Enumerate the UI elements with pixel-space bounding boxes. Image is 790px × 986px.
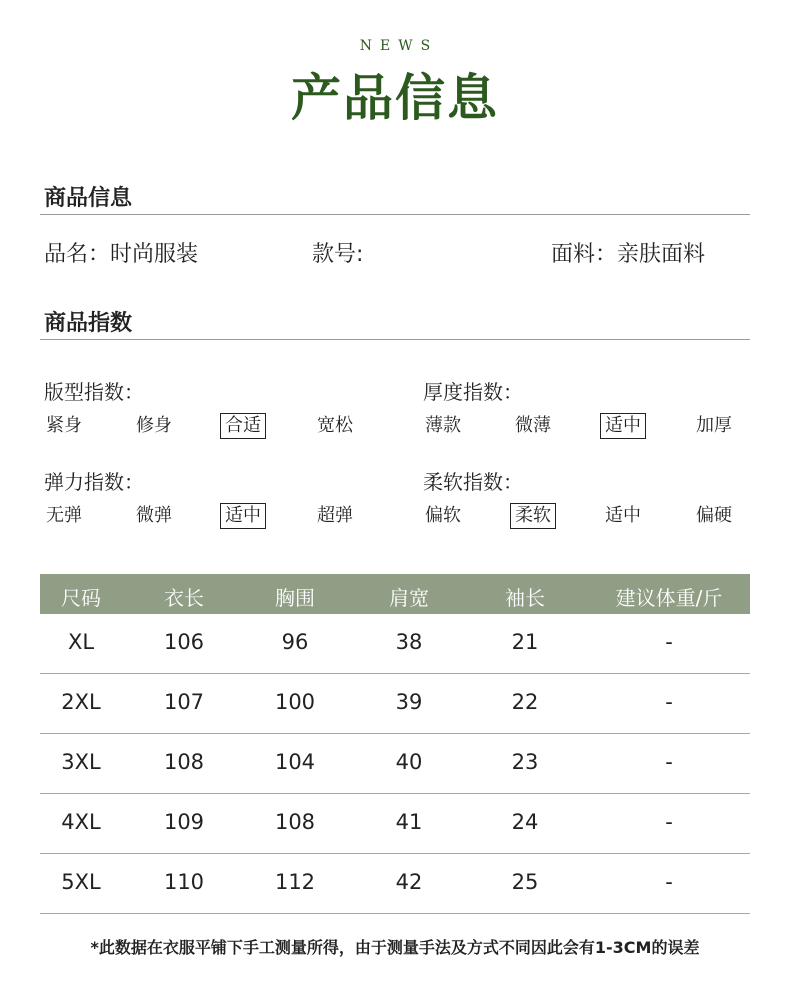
- column-header-size: 尺码: [61, 586, 101, 610]
- cell-size: 2XL: [61, 690, 101, 714]
- cell-sleeve: 21: [511, 630, 539, 654]
- cell-sleeve: 24: [511, 810, 539, 834]
- thickness-option: 薄款: [425, 415, 461, 436]
- measurement-footnote: *此数据在衣服平铺下手工测量所得，由于测量手法及方式不同因此会有1-3CM的误差: [90, 938, 700, 957]
- column-header-chest: 胸围: [275, 586, 315, 610]
- fit-option-selected: 合适: [220, 413, 266, 439]
- softness-option-selected: 柔软: [510, 503, 556, 529]
- softness-option: 适中: [605, 505, 641, 526]
- column-header-shoulder: 肩宽: [389, 586, 429, 610]
- cell-weight: -: [665, 630, 673, 654]
- elasticity-option-selected: 适中: [220, 503, 266, 529]
- column-header-sleeve: 袖长: [505, 586, 545, 610]
- fit-option: 修身: [136, 415, 172, 436]
- cell-chest: 104: [274, 750, 316, 774]
- column-header-weight: 建议体重/斤: [615, 586, 723, 610]
- softness-option: 偏软: [425, 505, 461, 526]
- product-fabric: 面料：亲肤面料: [551, 242, 706, 267]
- cell-chest: 112: [274, 870, 316, 894]
- thickness-option-selected: 适中: [600, 413, 646, 439]
- product-info-title: 商品信息: [44, 186, 133, 211]
- cell-weight: -: [665, 870, 673, 894]
- table-row: [40, 794, 750, 854]
- cell-size: 4XL: [61, 810, 101, 834]
- thickness-option: 加厚: [696, 415, 732, 436]
- cell-shoulder: 38: [395, 630, 423, 654]
- product-index-divider: [40, 339, 750, 340]
- product-index-title: 商品指数: [44, 311, 133, 336]
- fit-option: 宽松: [317, 415, 353, 436]
- cell-weight: -: [665, 750, 673, 774]
- cell-length: 107: [163, 690, 205, 714]
- elasticity-option: 超弹: [317, 505, 353, 526]
- thickness-option: 微薄: [515, 415, 551, 436]
- softness-option: 偏硬: [696, 505, 732, 526]
- news-eyebrow: NEWS: [359, 38, 439, 54]
- elasticity-index-label: 弹力指数：: [44, 470, 144, 494]
- cell-length: 110: [163, 870, 205, 894]
- fit-option: 紧身: [46, 415, 82, 436]
- cell-length: 106: [163, 630, 205, 654]
- fit-index-label: 版型指数：: [44, 380, 144, 404]
- cell-length: 109: [163, 810, 205, 834]
- cell-sleeve: 23: [511, 750, 539, 774]
- column-header-length: 衣长: [164, 586, 204, 610]
- cell-weight: -: [665, 690, 673, 714]
- cell-shoulder: 39: [395, 690, 423, 714]
- softness-index-label: 柔软指数：: [423, 470, 523, 494]
- cell-chest: 108: [274, 810, 316, 834]
- page-title: 产品信息: [291, 68, 499, 127]
- thickness-index-label: 厚度指数：: [423, 380, 523, 404]
- cell-chest: 96: [281, 630, 309, 654]
- elasticity-option: 无弹: [46, 505, 82, 526]
- table-row: [40, 734, 750, 794]
- cell-chest: 100: [274, 690, 316, 714]
- cell-size: 5XL: [61, 870, 101, 894]
- table-row: [40, 854, 750, 914]
- elasticity-option: 微弹: [136, 505, 172, 526]
- table-row: [40, 674, 750, 734]
- cell-size: 3XL: [61, 750, 101, 774]
- cell-weight: -: [665, 810, 673, 834]
- product-name: 品名：时尚服装: [44, 242, 199, 267]
- row-divider: [40, 913, 750, 914]
- cell-shoulder: 41: [395, 810, 423, 834]
- cell-shoulder: 40: [395, 750, 423, 774]
- size-table-header: [40, 574, 750, 614]
- cell-sleeve: 22: [511, 690, 539, 714]
- cell-sleeve: 25: [511, 870, 539, 894]
- product-model: 款号:: [312, 242, 364, 267]
- cell-shoulder: 42: [395, 870, 423, 894]
- cell-length: 108: [163, 750, 205, 774]
- cell-size: XL: [67, 630, 95, 654]
- table-row: [40, 614, 750, 674]
- product-info-divider: [40, 214, 750, 215]
